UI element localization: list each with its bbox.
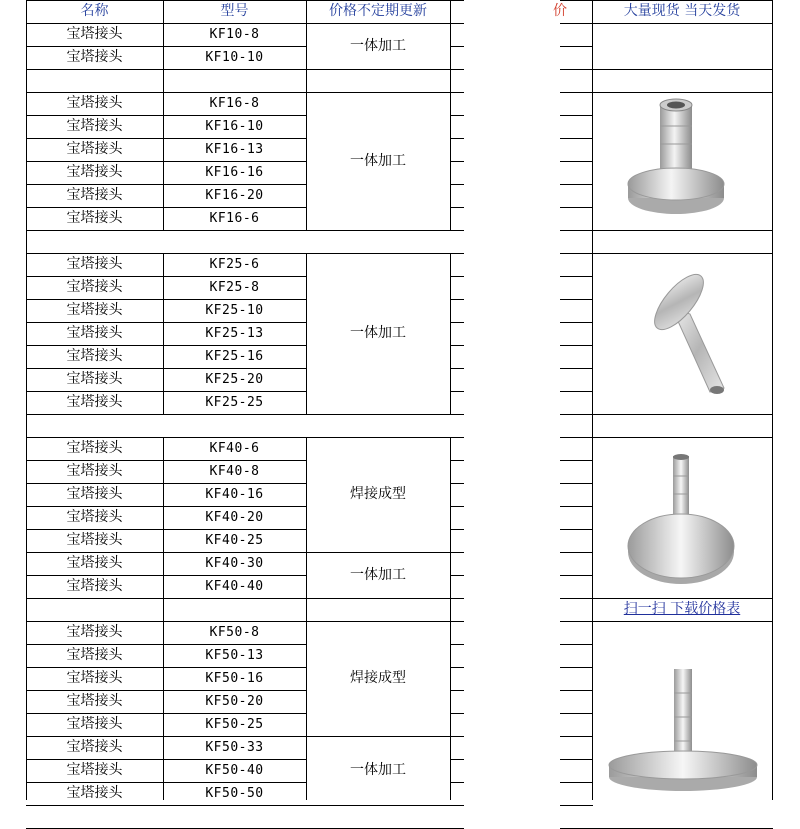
grid-line bbox=[26, 0, 464, 1]
grid-line bbox=[592, 230, 773, 231]
grid-line bbox=[560, 805, 593, 806]
model-cell: KF25-25 bbox=[205, 395, 264, 410]
process-cell: 一体加工 bbox=[350, 153, 406, 169]
grid-line bbox=[450, 207, 464, 208]
model-cell: KF16-6 bbox=[209, 211, 260, 226]
model-cell: KF16-20 bbox=[205, 188, 264, 203]
grid-line bbox=[26, 690, 307, 691]
process-cell: 焊接成型 bbox=[350, 486, 406, 502]
process-cell: 焊接成型 bbox=[350, 670, 406, 686]
grid-line bbox=[26, 598, 307, 599]
grid-line bbox=[26, 92, 464, 93]
model-cell: KF40-20 bbox=[205, 510, 264, 525]
model-cell: KF50-40 bbox=[205, 763, 264, 778]
grid-line bbox=[450, 483, 464, 484]
model-cell: KF25-10 bbox=[205, 303, 264, 318]
grid-line bbox=[560, 391, 593, 392]
grid-line bbox=[26, 46, 307, 47]
grid-line bbox=[560, 782, 593, 783]
merged-blank-row bbox=[27, 231, 463, 253]
grid-line bbox=[26, 184, 307, 185]
grid-line bbox=[560, 184, 593, 185]
grid-line bbox=[26, 736, 307, 737]
grid-line bbox=[560, 736, 593, 737]
grid-line bbox=[26, 437, 464, 438]
grid-line bbox=[592, 621, 773, 622]
grid-line bbox=[560, 138, 593, 139]
grid-line bbox=[26, 621, 464, 622]
header-name: 名称 bbox=[80, 3, 109, 19]
grid-line bbox=[560, 414, 593, 415]
model-cell: KF50-50 bbox=[205, 786, 264, 801]
grid-line bbox=[26, 713, 307, 714]
grid-line bbox=[26, 368, 307, 369]
part-name-cell: 宝塔接头 bbox=[66, 164, 123, 180]
grid-line bbox=[560, 345, 593, 346]
grid-line bbox=[560, 69, 593, 70]
model-cell: KF40-30 bbox=[205, 556, 264, 571]
grid-line bbox=[450, 506, 464, 507]
part-name-cell: 宝塔接头 bbox=[66, 647, 123, 663]
part-name-cell: 宝塔接头 bbox=[66, 279, 123, 295]
model-cell: KF16-10 bbox=[205, 119, 264, 134]
grid-line bbox=[26, 644, 307, 645]
part-name-cell: 宝塔接头 bbox=[66, 302, 123, 318]
part-name-cell: 宝塔接头 bbox=[66, 95, 123, 111]
grid-line bbox=[560, 644, 593, 645]
grid-line bbox=[772, 0, 773, 800]
part-name-cell: 宝塔接头 bbox=[66, 762, 123, 778]
grid-line bbox=[450, 759, 464, 760]
grid-line bbox=[450, 299, 464, 300]
model-cell: KF50-16 bbox=[205, 671, 264, 686]
model-cell: KF25-13 bbox=[205, 326, 264, 341]
part-name-cell: 宝塔接头 bbox=[66, 578, 123, 594]
part-name-cell: 宝塔接头 bbox=[66, 210, 123, 226]
grid-line bbox=[26, 460, 307, 461]
grid-line bbox=[450, 368, 464, 369]
grid-line bbox=[26, 759, 307, 760]
grid-line bbox=[450, 782, 464, 783]
qr-download-link[interactable]: 扫一扫 下载价格表 bbox=[623, 601, 741, 617]
grid-line bbox=[26, 667, 307, 668]
kf25-hose-barb-image bbox=[624, 268, 736, 396]
part-name-cell: 宝塔接头 bbox=[66, 325, 123, 341]
grid-line bbox=[560, 759, 593, 760]
model-cell: KF40-8 bbox=[209, 464, 260, 479]
grid-line bbox=[26, 161, 307, 162]
kf40-hose-barb-image bbox=[625, 448, 737, 588]
grid-line bbox=[306, 69, 451, 70]
part-name-cell: 宝塔接头 bbox=[66, 26, 123, 42]
kf50-hose-barb-image bbox=[606, 665, 760, 800]
grid-line bbox=[560, 713, 593, 714]
grid-line bbox=[26, 575, 307, 576]
model-cell: KF25-8 bbox=[209, 280, 260, 295]
grid-line bbox=[560, 46, 593, 47]
grid-line bbox=[450, 276, 464, 277]
grid-line bbox=[163, 0, 164, 800]
process-cell: 一体加工 bbox=[350, 762, 406, 778]
model-cell: KF50-33 bbox=[205, 740, 264, 755]
grid-line bbox=[450, 391, 464, 392]
part-name-cell: 宝塔接头 bbox=[66, 624, 123, 640]
model-cell: KF10-10 bbox=[205, 50, 264, 65]
model-cell: KF50-8 bbox=[209, 625, 260, 640]
part-name-cell: 宝塔接头 bbox=[66, 141, 123, 157]
grid-line bbox=[560, 460, 593, 461]
model-cell: KF16-16 bbox=[205, 165, 264, 180]
part-name-cell: 宝塔接头 bbox=[66, 187, 123, 203]
grid-line bbox=[26, 253, 464, 254]
grid-line bbox=[450, 575, 464, 576]
grid-line bbox=[306, 805, 451, 806]
model-cell: KF40-40 bbox=[205, 579, 264, 594]
grid-line bbox=[560, 690, 593, 691]
grid-line bbox=[450, 161, 464, 162]
grid-line bbox=[450, 115, 464, 116]
grid-line bbox=[560, 161, 593, 162]
grid-line bbox=[26, 138, 307, 139]
process-cell: 一体加工 bbox=[350, 567, 406, 583]
grid-line bbox=[26, 506, 307, 507]
model-cell: KF40-16 bbox=[205, 487, 264, 502]
grid-line bbox=[560, 368, 593, 369]
grid-line bbox=[450, 713, 464, 714]
grid-line bbox=[560, 575, 593, 576]
grid-line bbox=[26, 322, 307, 323]
part-name-cell: 宝塔接头 bbox=[66, 348, 123, 364]
grid-line bbox=[560, 115, 593, 116]
part-name-cell: 宝塔接头 bbox=[66, 256, 123, 272]
grid-line bbox=[592, 414, 773, 415]
grid-line bbox=[450, 69, 464, 70]
header-price-fragment: 价 bbox=[553, 3, 567, 19]
grid-line bbox=[26, 69, 307, 70]
grid-line bbox=[450, 345, 464, 346]
header-model: 型号 bbox=[220, 3, 249, 19]
model-cell: KF25-20 bbox=[205, 372, 264, 387]
grid-line bbox=[26, 23, 464, 24]
grid-line bbox=[450, 552, 464, 553]
model-cell: KF16-13 bbox=[205, 142, 264, 157]
part-name-cell: 宝塔接头 bbox=[66, 118, 123, 134]
grid-line bbox=[450, 690, 464, 691]
part-name-cell: 宝塔接头 bbox=[66, 670, 123, 686]
grid-line bbox=[450, 805, 464, 806]
grid-line bbox=[560, 529, 593, 530]
header-stock: 大量现货 当天发货 bbox=[623, 3, 741, 19]
grid-line bbox=[450, 138, 464, 139]
grid-line bbox=[26, 207, 307, 208]
part-name-cell: 宝塔接头 bbox=[66, 463, 123, 479]
part-name-cell: 宝塔接头 bbox=[66, 785, 123, 801]
grid-line bbox=[450, 598, 464, 599]
model-cell: KF10-8 bbox=[209, 27, 260, 42]
grid-line bbox=[26, 782, 307, 783]
grid-line bbox=[306, 552, 451, 553]
grid-line bbox=[560, 552, 593, 553]
model-cell: KF40-6 bbox=[209, 441, 260, 456]
grid-line bbox=[560, 276, 593, 277]
part-name-cell: 宝塔接头 bbox=[66, 555, 123, 571]
grid-line bbox=[26, 391, 307, 392]
model-cell: KF40-25 bbox=[205, 533, 264, 548]
part-name-cell: 宝塔接头 bbox=[66, 693, 123, 709]
grid-line bbox=[26, 115, 307, 116]
grid-line bbox=[26, 529, 307, 530]
header-price-note: 价格不定期更新 bbox=[329, 3, 427, 19]
grid-line bbox=[450, 460, 464, 461]
grid-line bbox=[306, 598, 451, 599]
grid-line bbox=[26, 805, 307, 806]
grid-line bbox=[450, 0, 451, 800]
grid-line bbox=[26, 483, 307, 484]
part-name-cell: 宝塔接头 bbox=[66, 440, 123, 456]
grid-line bbox=[450, 184, 464, 185]
grid-line bbox=[560, 230, 593, 231]
part-name-cell: 宝塔接头 bbox=[66, 486, 123, 502]
grid-line bbox=[26, 276, 307, 277]
model-cell: KF50-25 bbox=[205, 717, 264, 732]
model-cell: KF50-13 bbox=[205, 648, 264, 663]
grid-line bbox=[560, 506, 593, 507]
model-cell: KF16-8 bbox=[209, 96, 260, 111]
grid-line bbox=[450, 736, 464, 737]
grid-line bbox=[450, 644, 464, 645]
part-name-cell: 宝塔接头 bbox=[66, 394, 123, 410]
grid-line bbox=[26, 345, 307, 346]
part-name-cell: 宝塔接头 bbox=[66, 739, 123, 755]
grid-line bbox=[26, 299, 307, 300]
grid-line bbox=[592, 0, 593, 800]
part-name-cell: 宝塔接头 bbox=[66, 49, 123, 65]
grid-line bbox=[560, 207, 593, 208]
grid-line bbox=[560, 667, 593, 668]
part-name-cell: 宝塔接头 bbox=[66, 532, 123, 548]
grid-line bbox=[450, 322, 464, 323]
grid-line bbox=[592, 598, 773, 599]
model-cell: KF25-16 bbox=[205, 349, 264, 364]
grid-line bbox=[306, 0, 307, 800]
part-name-cell: 宝塔接头 bbox=[66, 509, 123, 525]
grid-line bbox=[306, 736, 451, 737]
grid-line bbox=[450, 667, 464, 668]
grid-line bbox=[560, 299, 593, 300]
process-cell: 一体加工 bbox=[350, 325, 406, 341]
grid-line bbox=[592, 69, 773, 70]
grid-line bbox=[450, 46, 464, 47]
grid-line bbox=[560, 322, 593, 323]
grid-line bbox=[26, 0, 27, 800]
grid-line bbox=[450, 529, 464, 530]
model-cell: KF25-6 bbox=[209, 257, 260, 272]
part-name-cell: 宝塔接头 bbox=[66, 371, 123, 387]
kf16-hose-barb-image bbox=[622, 96, 732, 228]
grid-line bbox=[560, 483, 593, 484]
grid-line bbox=[26, 552, 307, 553]
part-name-cell: 宝塔接头 bbox=[66, 716, 123, 732]
grid-line bbox=[560, 598, 593, 599]
merged-blank-row bbox=[27, 415, 463, 437]
model-cell: KF50-20 bbox=[205, 694, 264, 709]
process-cell: 一体加工 bbox=[350, 38, 406, 54]
